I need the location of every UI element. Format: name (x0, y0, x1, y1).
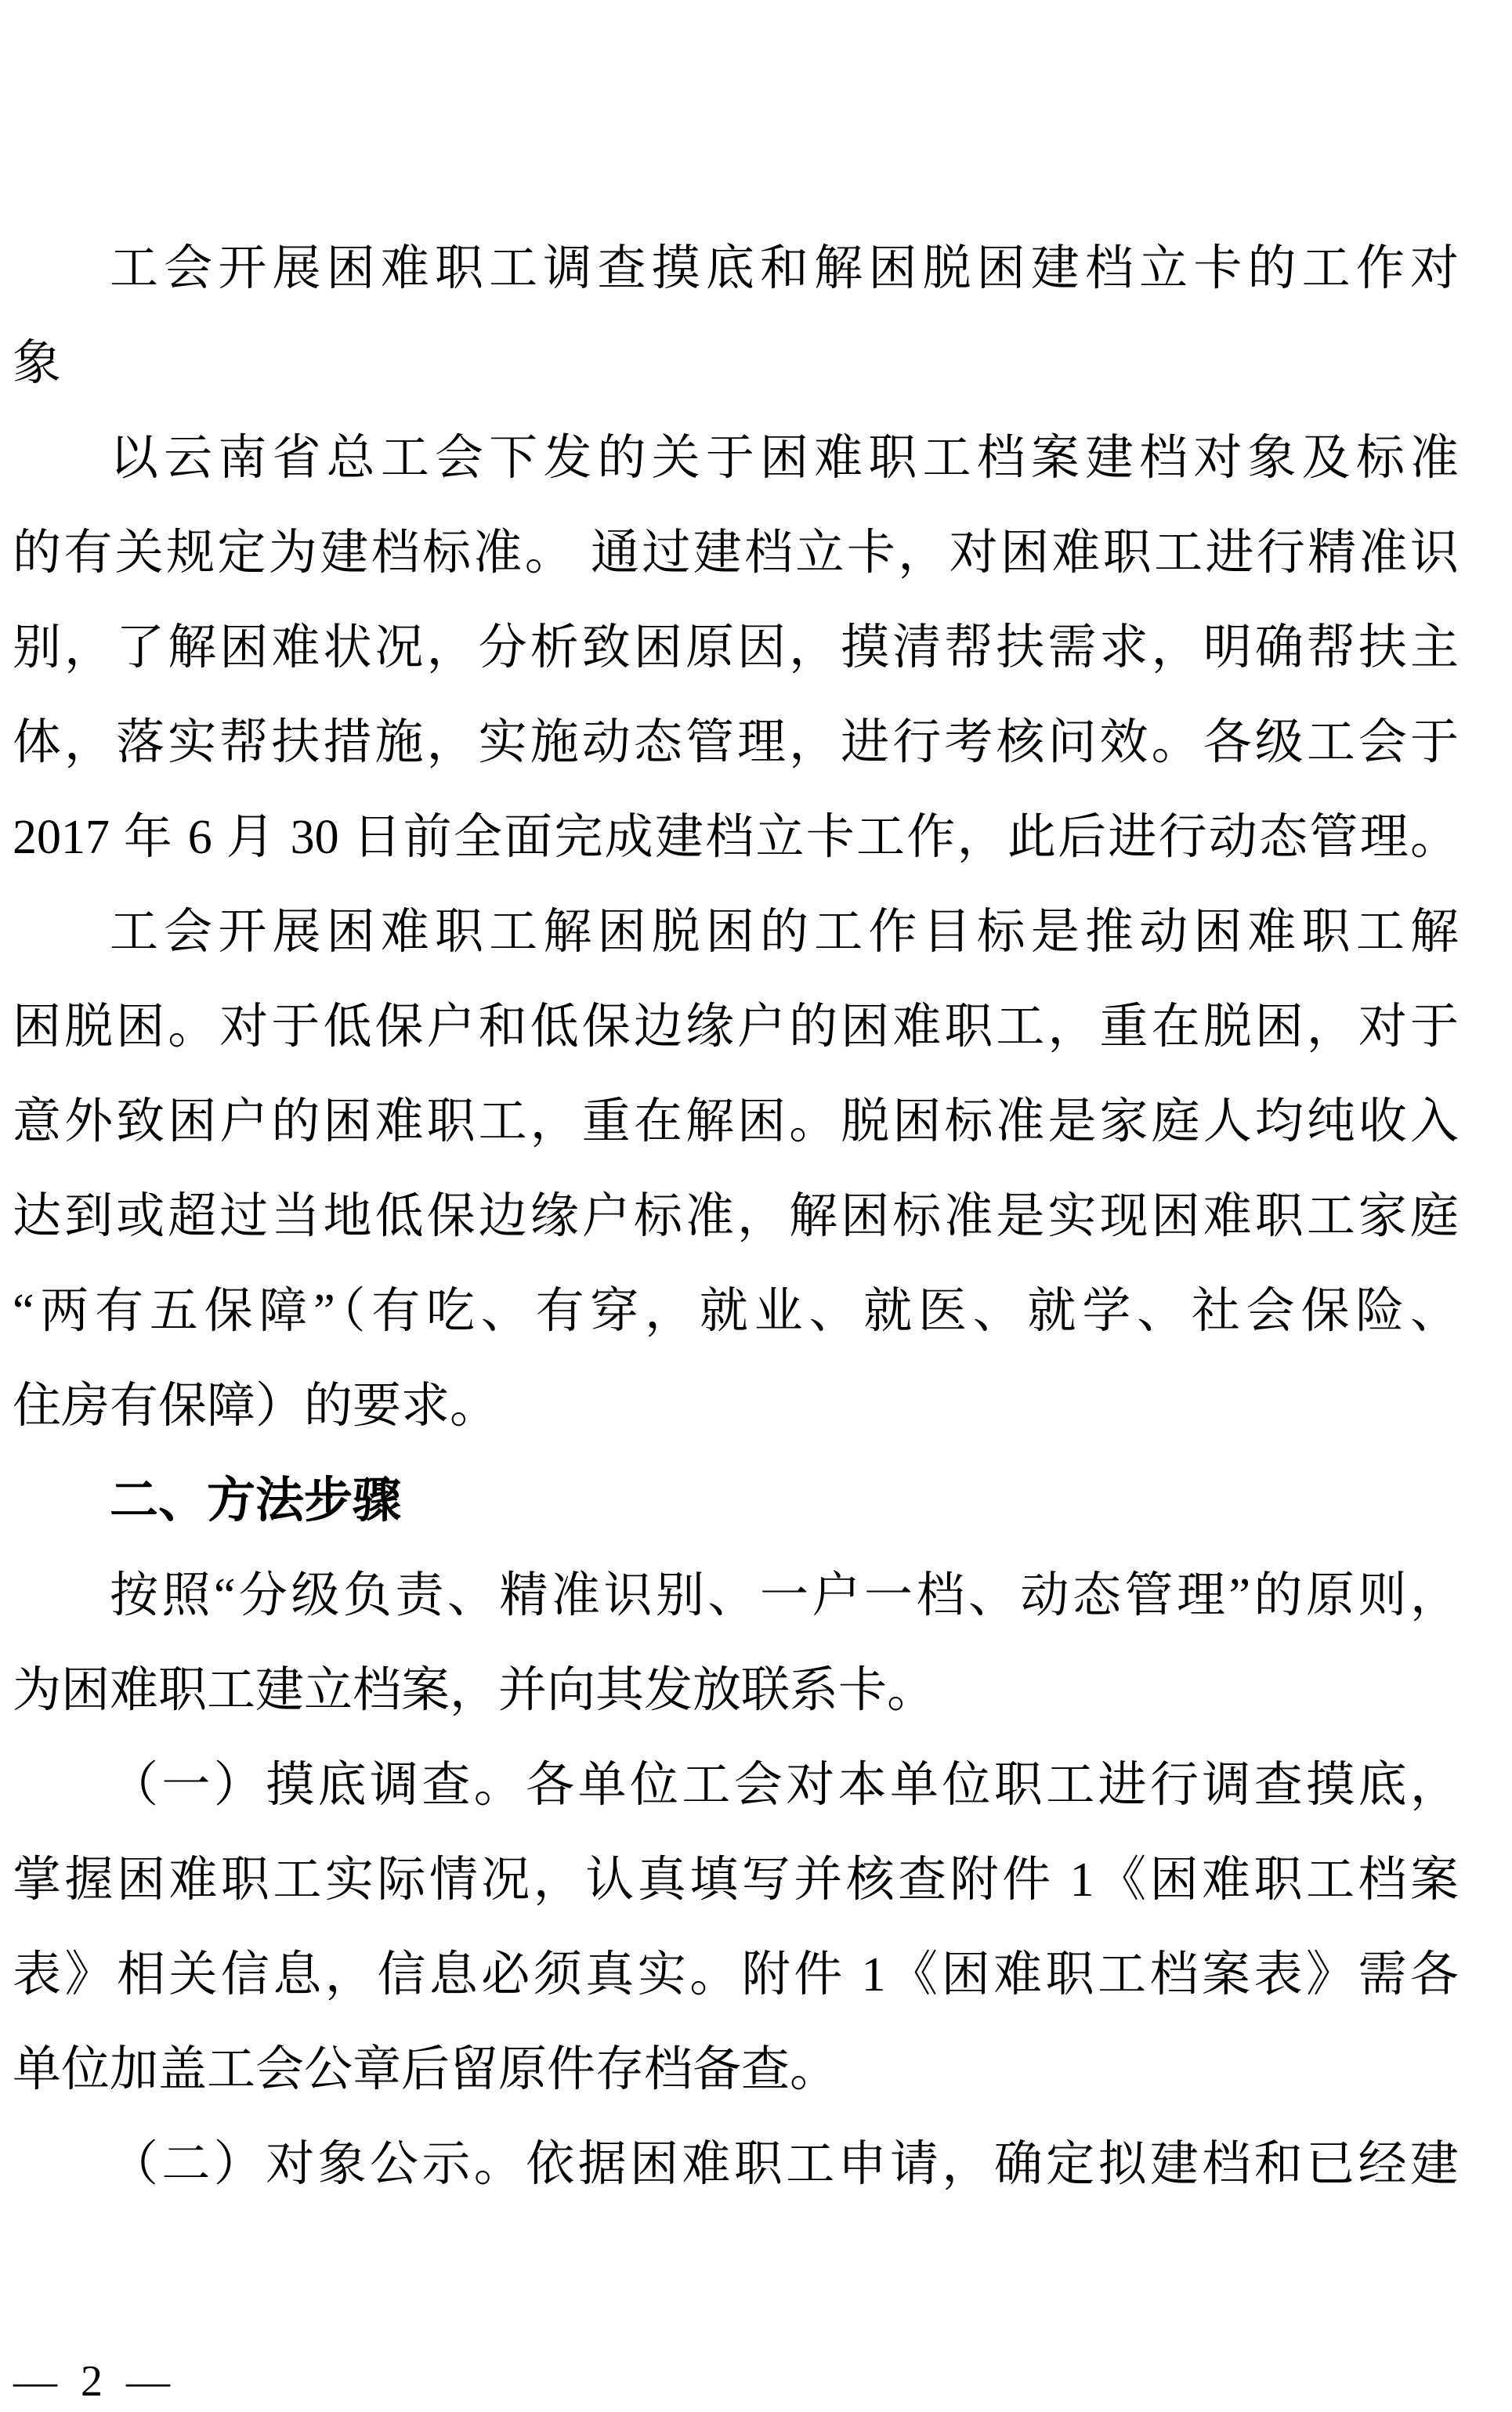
text-line: 象 (13, 337, 62, 390)
text-line: 单位加盖工会公章后留原件存档备查。 (13, 2043, 839, 2096)
text-line: （二）对象公示。依据困难职工申请，确定拟建档和已经建 (110, 2138, 1459, 2191)
text-line: 按照“分级负责、精准识别、一户一档、动态管理”的原则， (110, 1569, 1459, 1622)
text-line: 困脱困。对于低保户和低保边缘户的困难职工，重在脱困，对于 (13, 1000, 1459, 1054)
document-body (13, 222, 1459, 2212)
text-line: “两有五保障”（有吃、有穿，就业、就医、就学、社会保险、 (13, 1285, 1459, 1338)
text-line: 掌握困难职工实际情况，认真填写并核查附件 1《困难职工档案 (13, 1853, 1459, 1907)
text-line: 以云南省总工会下发的关于困难职工档案建档对象及标准 (110, 432, 1459, 485)
text-line: 工会开展困难职工调查摸底和解困脱困建档立卡的工作对 (110, 242, 1459, 295)
text-line: 2017 年 6 月 30 日前全面完成建档立卡工作，此后进行动态管理。 (13, 811, 1459, 864)
text-line: 的有关规定为建档标准。 通过建档立卡，对困难职工进行精准识 (13, 526, 1459, 580)
page-number: — 2 — (13, 2357, 176, 2406)
text-line: 为困难职工建立档案，并向其发放联系卡。 (13, 1664, 936, 1717)
text-line: 工会开展困难职工解困脱困的工作目标是推动困难职工解 (110, 906, 1459, 959)
text-line: 住房有保障）的要求。 (13, 1380, 499, 1433)
text-line: 意外致困户的困难职工，重在解困。脱困标准是家庭人均纯收入 (13, 1095, 1459, 1148)
text-line: 体，落实帮扶措施，实施动态管理，进行考核问效。各级工会于 (13, 716, 1459, 769)
section-heading: 二、方法步骤 (110, 1474, 402, 1528)
text-line: （一）摸底调查。各单位工会对本单位职工进行调查摸底， (110, 1759, 1459, 1812)
text-line: 达到或超过当地低保边缘户标准，解困标准是实现困难职工家庭 (13, 1190, 1459, 1243)
text-line: 表》相关信息，信息必须真实。附件 1《困难职工档案表》需各 (13, 1948, 1459, 2002)
text-line: 别，了解困难状况，分析致困原因，摸清帮扶需求，明确帮扶主 (13, 621, 1459, 674)
